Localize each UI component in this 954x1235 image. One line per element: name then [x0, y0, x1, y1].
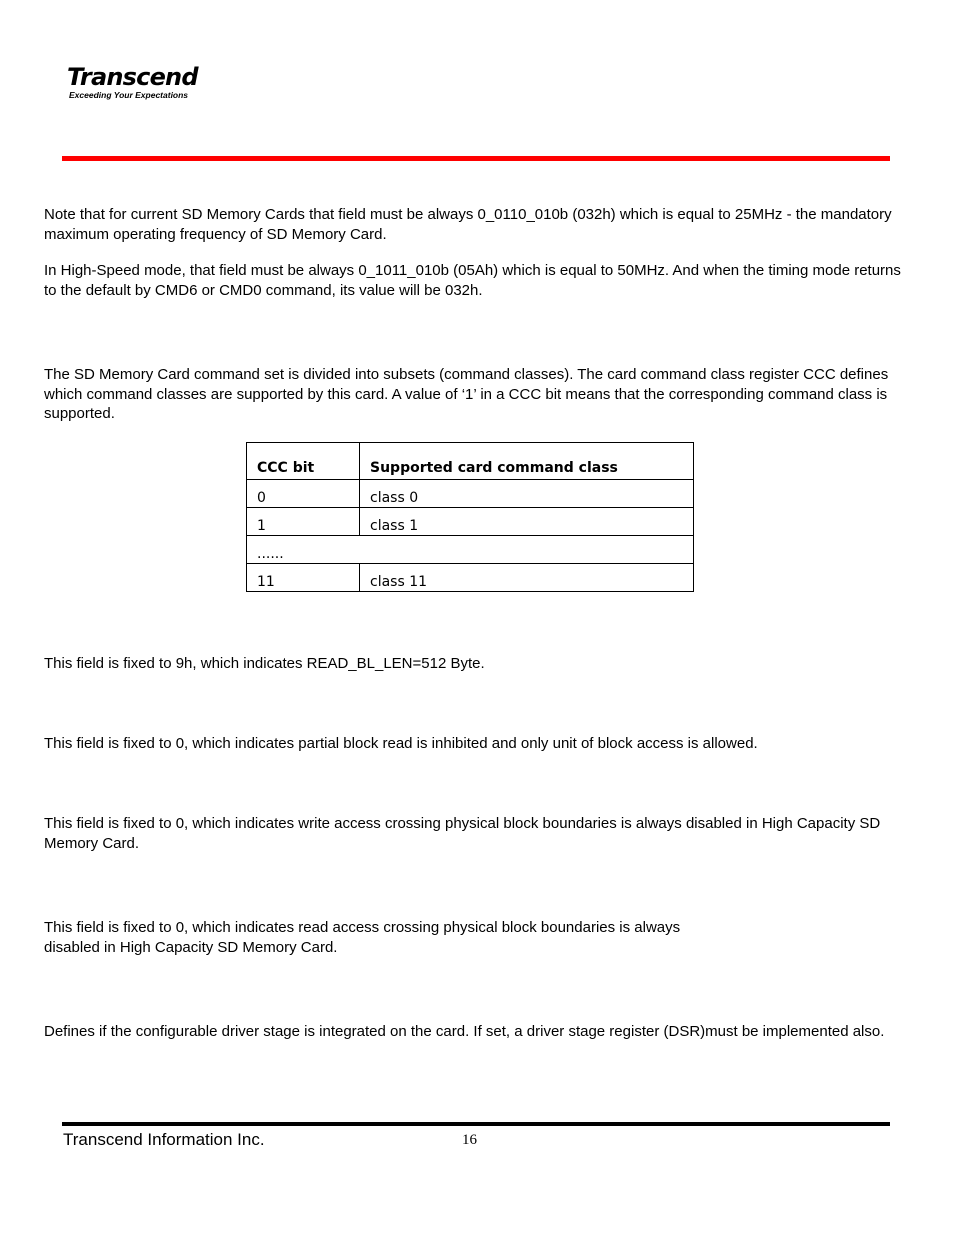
footer-rule	[62, 1122, 890, 1126]
table-cell-class: class 1	[360, 508, 694, 536]
logo-name: Transcend	[67, 63, 198, 91]
page-number: 16	[462, 1132, 477, 1148]
header-rule	[62, 156, 890, 161]
table-header-ccc-bit: CCC bit	[247, 443, 360, 480]
table-row	[247, 480, 694, 508]
table-row-ellipsis	[247, 536, 694, 564]
logo-tagline: Exceeding Your Expectations	[69, 90, 189, 100]
paragraph-read-misalign	[44, 918, 904, 957]
table-cell-bit: 1	[247, 508, 360, 536]
table-cell-bit: 11	[247, 564, 360, 592]
table-row	[247, 508, 694, 536]
table-cell-bit: 0	[247, 480, 360, 508]
paragraph-frequency-note: Note that for current SD Memory Cards that field must be always 0_0110_010b (032h) which is equal to 25MHz - the mandatory maximum operating frequency of SD Memory Card.	[44, 206, 892, 243]
paragraph-write-misalign: This field is fixed to 0, which indicates write access crossing physical block boundaries is always disabled in High Capacity SD Memory Card.	[44, 815, 881, 852]
table-row	[247, 564, 694, 592]
footer-company: Transcend Information Inc.	[63, 1130, 265, 1149]
table-header-row	[247, 443, 694, 480]
paragraph-read-misalign-line1: This field is fixed to 0, which indicates read access crossing physical block boundaries is always	[44, 919, 681, 936]
paragraph-read-misalign-line2: disabled in High Capacity SD Memory Card.	[44, 938, 338, 956]
company-logo	[67, 64, 198, 101]
ccc-table	[246, 442, 694, 592]
paragraph-ccc-description: The SD Memory Card command set is divided into subsets (command classes). The card command class register CCC defines which command classes are supported by this card. A value of ‘1’ in a CCC bit means that the corresponding command class is supported.	[44, 366, 889, 422]
table-header-command-class: Supported card command class	[360, 443, 694, 480]
paragraph-dsr: Defines if the configurable driver stage is integrated on the card. If set, a driver stage register (DSR)must be implemented also.	[44, 1023, 885, 1040]
table-cell-class: class 11	[360, 564, 694, 592]
paragraph-high-speed: In High-Speed mode, that field must be always 0_1011_010b (05Ah) which is equal to 50MHz. And when the timing mode returns to the default by CMD6 or CMD0 command, its value will be 032h.	[44, 262, 901, 299]
paragraph-read-bl-len: This field is fixed to 9h, which indicates READ_BL_LEN=512 Byte.	[44, 655, 485, 672]
table-cell-ellipsis: ......	[247, 536, 694, 564]
table-cell-class: class 0	[360, 480, 694, 508]
paragraph-partial-read: This field is fixed to 0, which indicates partial block read is inhibited and only unit of block access is allowed.	[44, 735, 758, 752]
